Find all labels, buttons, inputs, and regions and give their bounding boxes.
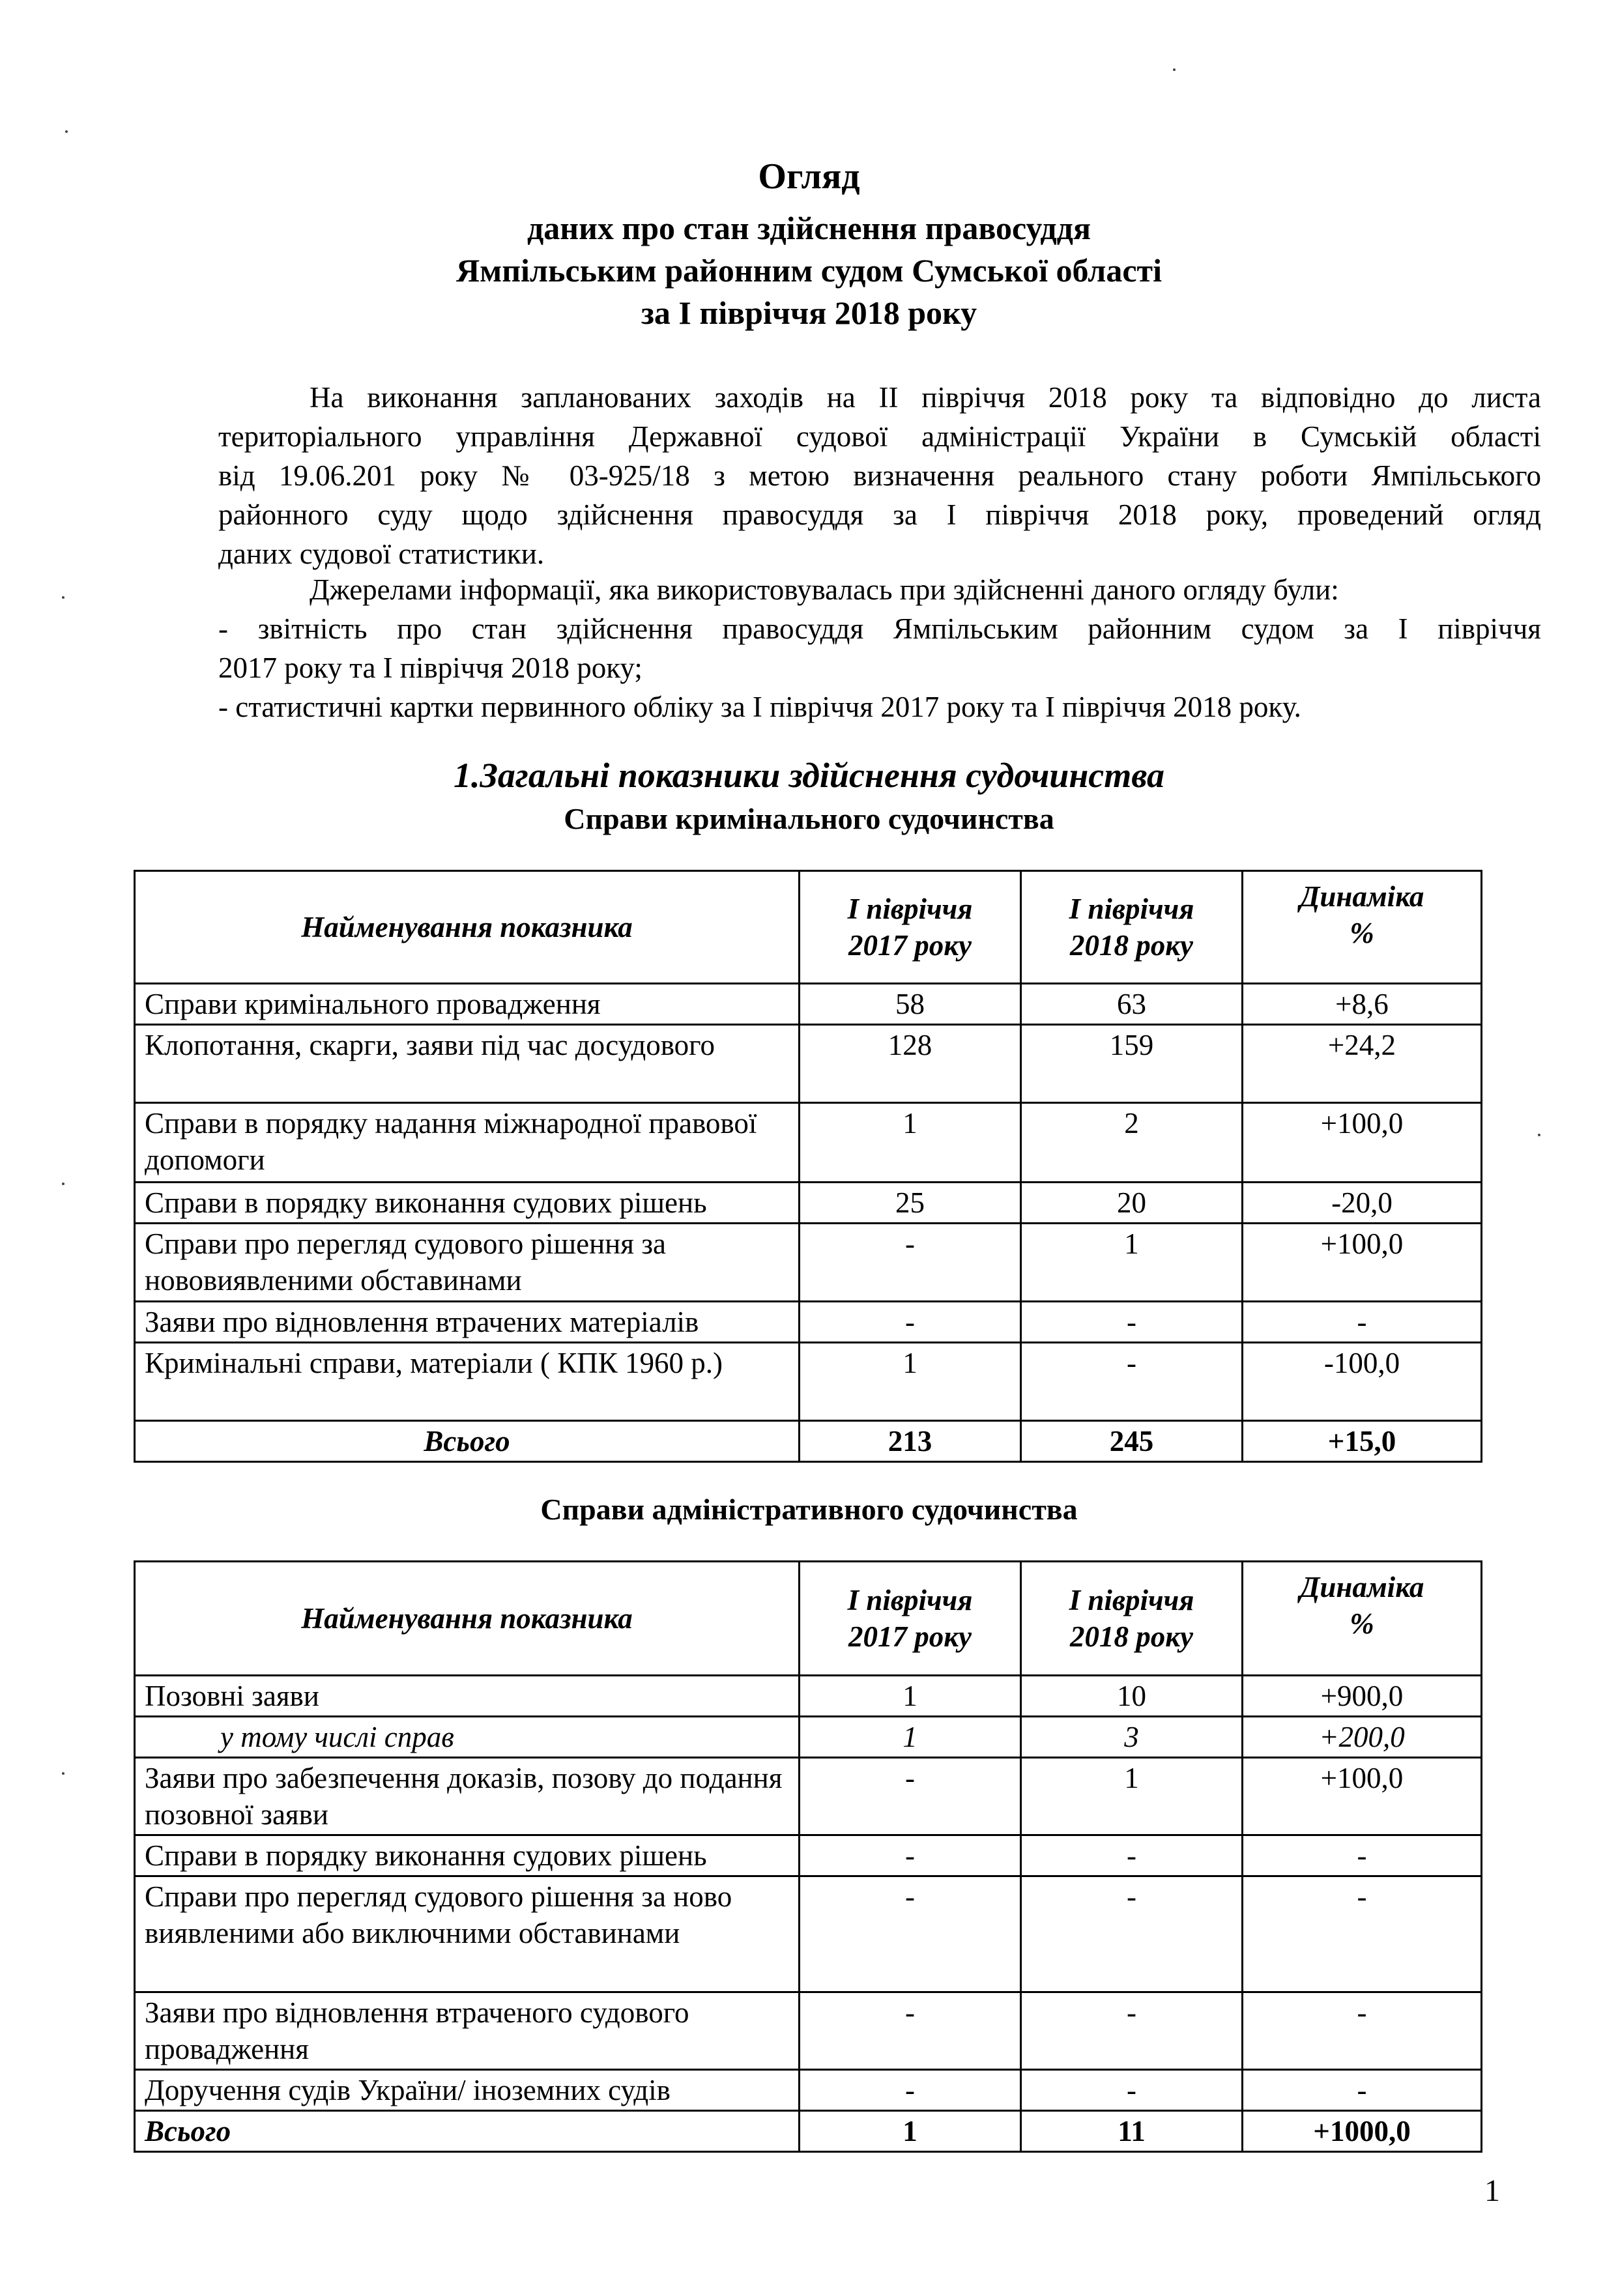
header-2017 xyxy=(800,871,1021,984)
scan-speck xyxy=(62,596,65,599)
header-dynamics-line1: Динаміка xyxy=(1299,880,1424,913)
header-dynamics-line2: % xyxy=(1350,1607,1374,1640)
header-2017-line2: 2017 року xyxy=(848,1620,972,1653)
sources-line-4: - статистичні картки первинного обліку за І півріччя 2017 року та І півріччя 2018 року. xyxy=(218,691,1301,723)
row-value-2018: 10 xyxy=(1021,1676,1243,1717)
row-value-2017: 58 xyxy=(800,984,1021,1025)
row-dynamics: +100,0 xyxy=(1243,1103,1482,1183)
intro-line-3: від 19.06.201 року № 03-925/18 з метою визначення реального стану роботи Ямпільського xyxy=(218,459,1541,492)
sources-line-3: 2017 року та І півріччя 2018 року; xyxy=(218,652,643,684)
row-dynamics: +8,6 xyxy=(1243,984,1482,1025)
row-value-2017: - xyxy=(800,2070,1021,2111)
table-row xyxy=(135,1183,1482,1224)
row-dynamics: +900,0 xyxy=(1243,1676,1482,1717)
row-name: Справи про перегляд судового рішення за ново виявленими або виключними обставинами xyxy=(135,1876,800,1992)
row-value-2017: - xyxy=(800,1876,1021,1992)
row-name: Клопотання, скарги, заяви під час досудового xyxy=(135,1025,800,1103)
row-dynamics: - xyxy=(1243,1835,1482,1876)
document-subtitle-line-1: даних про стан здійснення правосуддя xyxy=(527,210,1091,246)
scan-speck xyxy=(1173,68,1176,71)
intro-paragraph xyxy=(218,378,1541,573)
table-row xyxy=(135,1103,1482,1183)
table-row xyxy=(135,1876,1482,1992)
row-name: Справи в порядку надання міжнародної правової допомоги xyxy=(135,1103,800,1183)
total-dynamics: +15,0 xyxy=(1243,1421,1482,1462)
row-value-2018: 63 xyxy=(1021,984,1243,1025)
header-2018-line2: 2018 року xyxy=(1069,1620,1194,1653)
row-dynamics: +100,0 xyxy=(1243,1224,1482,1302)
row-value-2018: - xyxy=(1021,1992,1243,2070)
header-2017-line1: І півріччя xyxy=(847,893,973,925)
header-indicator-name: Найменування показника xyxy=(135,1562,800,1676)
header-dynamics-line2: % xyxy=(1350,917,1374,949)
row-name: Доручення судів України/ іноземних судів xyxy=(135,2070,800,2111)
table-row xyxy=(135,1224,1482,1302)
row-value-2017: 1 xyxy=(800,1343,1021,1421)
table-total-row xyxy=(135,1421,1482,1462)
row-name: у тому числі справ xyxy=(135,1717,800,1758)
total-2017: 213 xyxy=(800,1421,1021,1462)
header-2018-line2: 2018 року xyxy=(1069,929,1194,962)
row-dynamics: - xyxy=(1243,1876,1482,1992)
row-value-2017: - xyxy=(800,1835,1021,1876)
table-row xyxy=(135,1025,1482,1103)
row-value-2017: - xyxy=(800,1302,1021,1343)
total-dynamics: +1000,0 xyxy=(1243,2111,1482,2152)
header-2018-line1: І півріччя xyxy=(1069,1584,1194,1616)
row-name: Заяви про відновлення втрачених матеріалів xyxy=(135,1302,800,1343)
table-header-row xyxy=(135,1562,1482,1676)
row-value-2017: 128 xyxy=(800,1025,1021,1103)
row-value-2018: - xyxy=(1021,2070,1243,2111)
total-2017: 1 xyxy=(800,2111,1021,2152)
row-dynamics: +100,0 xyxy=(1243,1758,1482,1835)
row-name: Кримінальні справи, матеріали ( КПК 1960 р.) xyxy=(135,1343,800,1421)
scan-speck xyxy=(1538,1134,1540,1136)
header-dynamics xyxy=(1243,871,1482,984)
table-row xyxy=(135,1758,1482,1835)
row-dynamics: - xyxy=(1243,1992,1482,2070)
total-2018: 11 xyxy=(1021,2111,1243,2152)
intro-line-2: територіального управління Державної судової адміністрації України в Сумській області xyxy=(218,420,1541,453)
row-value-2018: 1 xyxy=(1021,1224,1243,1302)
row-value-2018: - xyxy=(1021,1343,1243,1421)
criminal-stats-table xyxy=(134,870,1482,1463)
row-value-2017: 1 xyxy=(800,1103,1021,1183)
header-dynamics xyxy=(1243,1562,1482,1676)
sources-paragraph xyxy=(218,570,1541,726)
header-dynamics-line1: Динаміка xyxy=(1299,1571,1424,1603)
table-row xyxy=(135,1302,1482,1343)
row-value-2017: 25 xyxy=(800,1183,1021,1224)
total-label: Всього xyxy=(135,2111,800,2152)
row-value-2017: 1 xyxy=(800,1717,1021,1758)
row-name: Справи кримінального провадження xyxy=(135,984,800,1025)
row-value-2018: 159 xyxy=(1021,1025,1243,1103)
row-value-2018: - xyxy=(1021,1302,1243,1343)
row-dynamics: +200,0 xyxy=(1243,1717,1482,1758)
row-value-2017: 1 xyxy=(800,1676,1021,1717)
header-2017 xyxy=(800,1562,1021,1676)
header-2018-line1: І півріччя xyxy=(1069,893,1194,925)
scan-speck xyxy=(62,1183,65,1185)
row-name: Позовні заяви xyxy=(135,1676,800,1717)
row-dynamics: - xyxy=(1243,1302,1482,1343)
section-heading: 1.Загальні показники здійснення судочинства xyxy=(453,756,1165,795)
table-row-subitem xyxy=(135,1717,1482,1758)
sources-line-1: Джерелами інформації, яка використовувалась при здійсненні даного огляду були: xyxy=(310,573,1339,606)
criminal-table-heading: Справи кримінального судочинства xyxy=(564,802,1054,835)
header-2018 xyxy=(1021,871,1243,984)
row-value-2018: 3 xyxy=(1021,1717,1243,1758)
intro-line-4: районного суду щодо здійснення правосуддя за І півріччя 2018 року, проведений огляд xyxy=(218,498,1541,531)
intro-line-5: даних судової статистики. xyxy=(218,538,545,570)
header-2017-line2: 2017 року xyxy=(848,929,972,962)
total-2018: 245 xyxy=(1021,1421,1243,1462)
admin-table-heading: Справи адміністративного судочинства xyxy=(540,1493,1078,1526)
table-row xyxy=(135,2070,1482,2111)
document-title: Огляд xyxy=(758,156,860,197)
header-indicator-name: Найменування показника xyxy=(135,871,800,984)
row-value-2017: - xyxy=(800,1758,1021,1835)
table-row xyxy=(135,984,1482,1025)
table-row xyxy=(135,1343,1482,1421)
document-subtitle-line-2: Ямпільським районним судом Сумської області xyxy=(456,252,1162,289)
row-name: Справи про перегляд судового рішення за нововиявленими обставинами xyxy=(135,1224,800,1302)
header-2017-line1: І півріччя xyxy=(847,1584,973,1616)
row-value-2018: 20 xyxy=(1021,1183,1243,1224)
scan-speck xyxy=(65,130,68,133)
table-row xyxy=(135,1835,1482,1876)
admin-stats-table xyxy=(134,1560,1482,2153)
row-dynamics: - xyxy=(1243,2070,1482,2111)
intro-line-1: На виконання запланованих заходів на ІІ півріччя 2018 року та відповідно до листа xyxy=(310,381,1541,414)
row-dynamics: -20,0 xyxy=(1243,1183,1482,1224)
row-value-2018: - xyxy=(1021,1835,1243,1876)
row-dynamics: +24,2 xyxy=(1243,1025,1482,1103)
row-name: Заяви про забезпечення доказів, позову до подання позовної заяви xyxy=(135,1758,800,1835)
row-name: Заяви про відновлення втраченого судового провадження xyxy=(135,1992,800,2070)
table-row xyxy=(135,1676,1482,1717)
row-value-2018: - xyxy=(1021,1876,1243,1992)
scan-speck xyxy=(62,1772,65,1775)
row-name: Справи в порядку виконання судових рішень xyxy=(135,1835,800,1876)
sources-line-2: - звітність про стан здійснення правосуддя Ямпільським районним судом за І півріччя xyxy=(218,612,1541,645)
row-name: Справи в порядку виконання судових рішень xyxy=(135,1183,800,1224)
page-number: 1 xyxy=(1484,2174,1500,2208)
document-subtitle-line-3: за І півріччя 2018 року xyxy=(641,294,977,331)
row-value-2018: 2 xyxy=(1021,1103,1243,1183)
header-2018 xyxy=(1021,1562,1243,1676)
row-value-2017: - xyxy=(800,1224,1021,1302)
table-total-row xyxy=(135,2111,1482,2152)
table-header-row xyxy=(135,871,1482,984)
row-value-2017: - xyxy=(800,1992,1021,2070)
row-dynamics: -100,0 xyxy=(1243,1343,1482,1421)
table-row xyxy=(135,1992,1482,2070)
row-value-2018: 1 xyxy=(1021,1758,1243,1835)
total-label: Всього xyxy=(135,1421,800,1462)
